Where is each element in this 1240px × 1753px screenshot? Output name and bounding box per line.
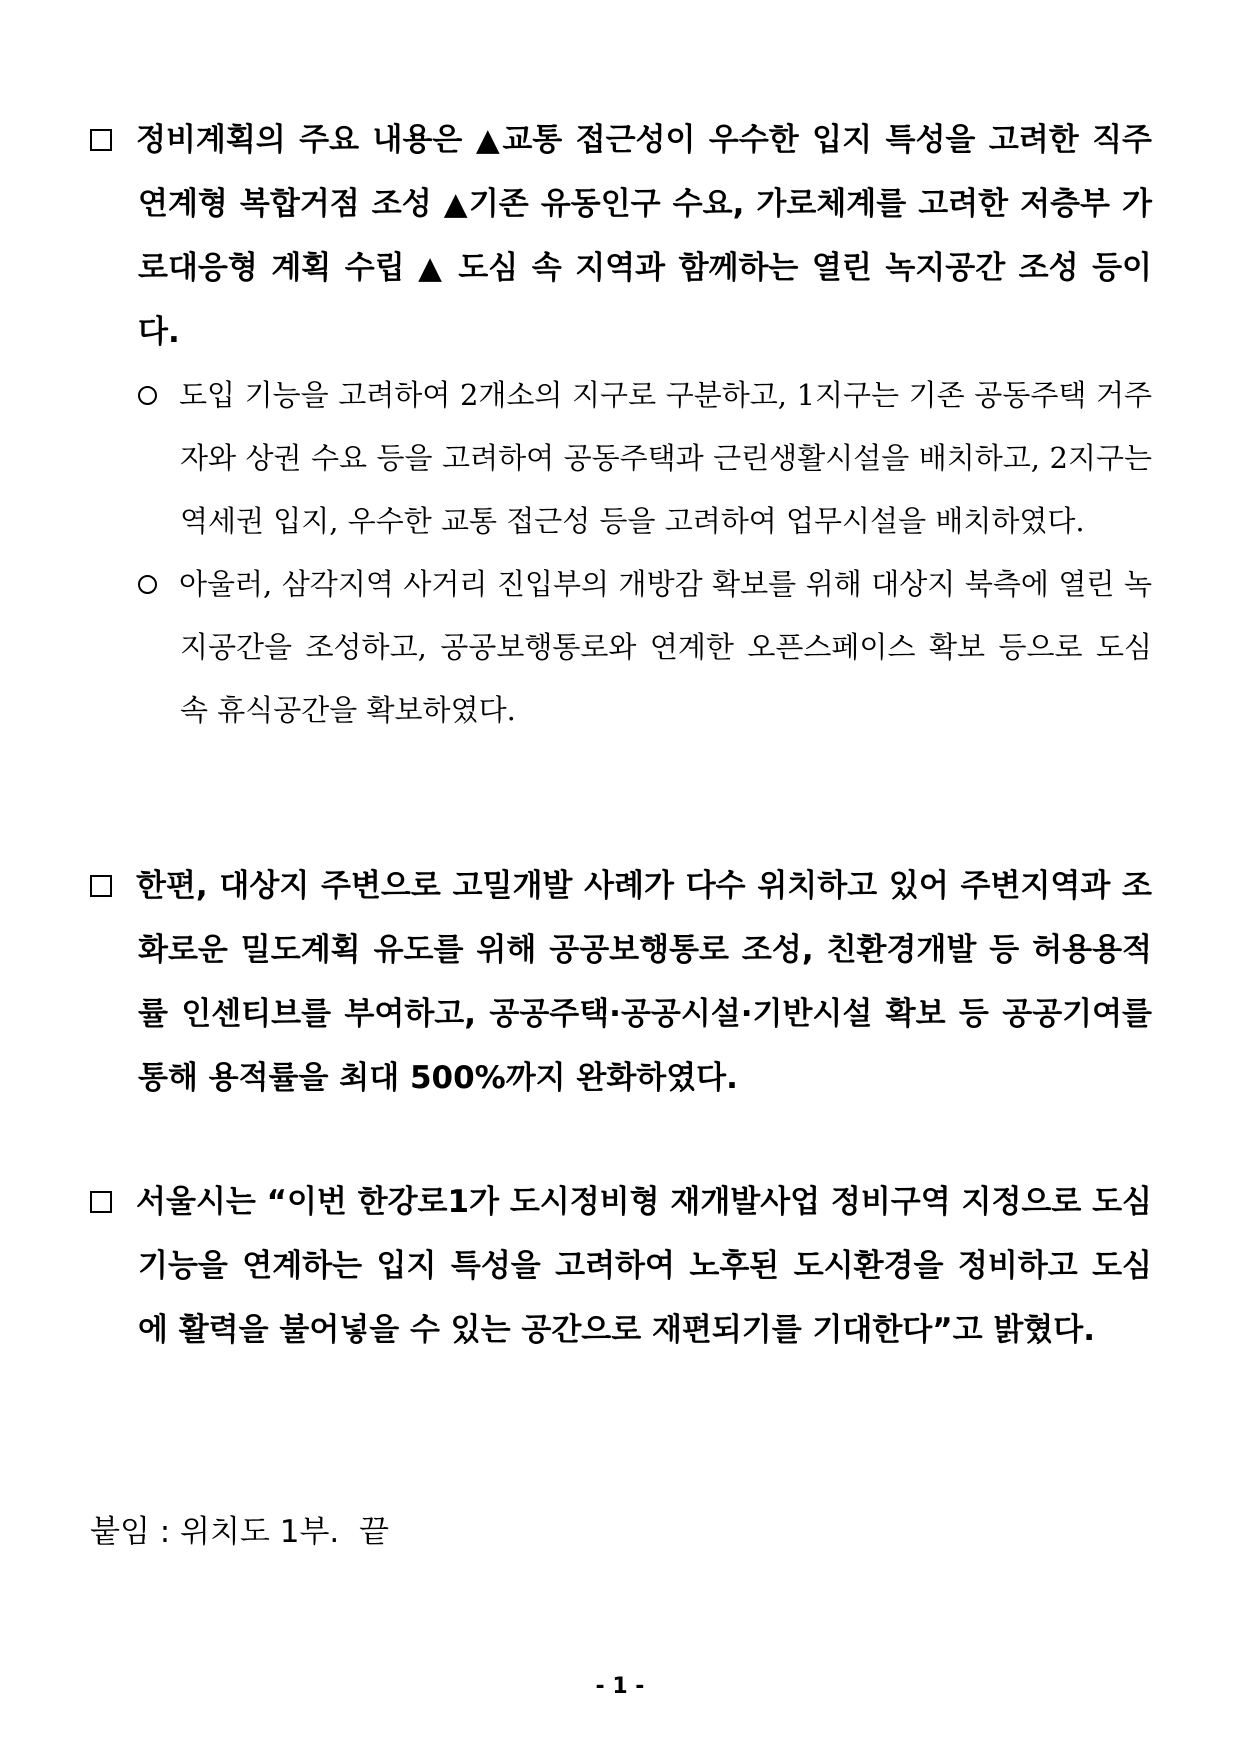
checkbox-bullet-icon (90, 129, 112, 151)
paragraph-sub-1 (90, 364, 1152, 553)
attachment-line: 붙임 : 위치도 1부. 끝 (90, 1514, 389, 1550)
circle-bullet-icon (138, 575, 157, 594)
paragraph-main-3-text: 서울시는 “이번 한강로1가 도시정비형 재개발사업 정비구역 지정으로 도심기능을 연계하는 입지 특성을 고려하여 노후된 도시환경을 정비하고 도심에 활력을 불어넣을 수 있는 공간으로 재편되기를 기대한다”고 밝혔다. (136, 1184, 1152, 1348)
section-density (90, 854, 1152, 1110)
checkbox-bullet-icon (90, 875, 112, 897)
paragraph-sub-1-text: 도입 기능을 고려하여 2개소의 지구로 구분하고, 1지구는 기존 공동주택 거주자와 상권 수요 등을 고려하여 공동주택과 근린생활시설을 배치하고, 2지구는 역세권 입지, 우수한 교통 접근성 등을 고려하여 업무시설을 배치하였다. (179, 378, 1152, 538)
section-seoul-statement (90, 1170, 1152, 1362)
checkbox-bullet-icon (90, 1191, 112, 1213)
circle-bullet-icon (138, 386, 157, 405)
page-number: - 1 - (595, 1674, 645, 1699)
paragraph-main-2-text: 한편, 대상지 주변으로 고밀개발 사례가 다수 위치하고 있어 주변지역과 조화로운 밀도계획 유도를 위해 공공보행통로 조성, 친환경개발 등 허용용적률 인센티브를 부여하고, 공공주택·공공시설·기반시설 확보 등 공공기여를 통해 용적률을 최대 500%까지 완화하였다. (136, 868, 1152, 1096)
paragraph-sub-2 (90, 553, 1152, 742)
paragraph-main-1-text: 정비계획의 주요 내용은 ▲교통 접근성이 우수한 입지 특성을 고려한 직주연계형 복합거점 조성 ▲기존 유동인구 수요, 가로체계를 고려한 저층부 가로대응형 계획 수립 ▲ 도심 속 지역과 함께하는 열린 녹지공간 조성 등이다. (136, 122, 1152, 350)
paragraph-main-3 (90, 1170, 1152, 1362)
section-plan-contents (90, 108, 1152, 742)
paragraph-sub-2-text: 아울러, 삼각지역 사거리 진입부의 개방감 확보를 위해 대상지 북측에 열린 녹지공간을 조성하고, 공공보행통로와 연계한 오픈스페이스 확보 등으로 도심 속 휴식공간을 확보하였다. (179, 567, 1152, 727)
paragraph-main-2 (90, 854, 1152, 1110)
paragraph-main-1 (90, 108, 1152, 364)
